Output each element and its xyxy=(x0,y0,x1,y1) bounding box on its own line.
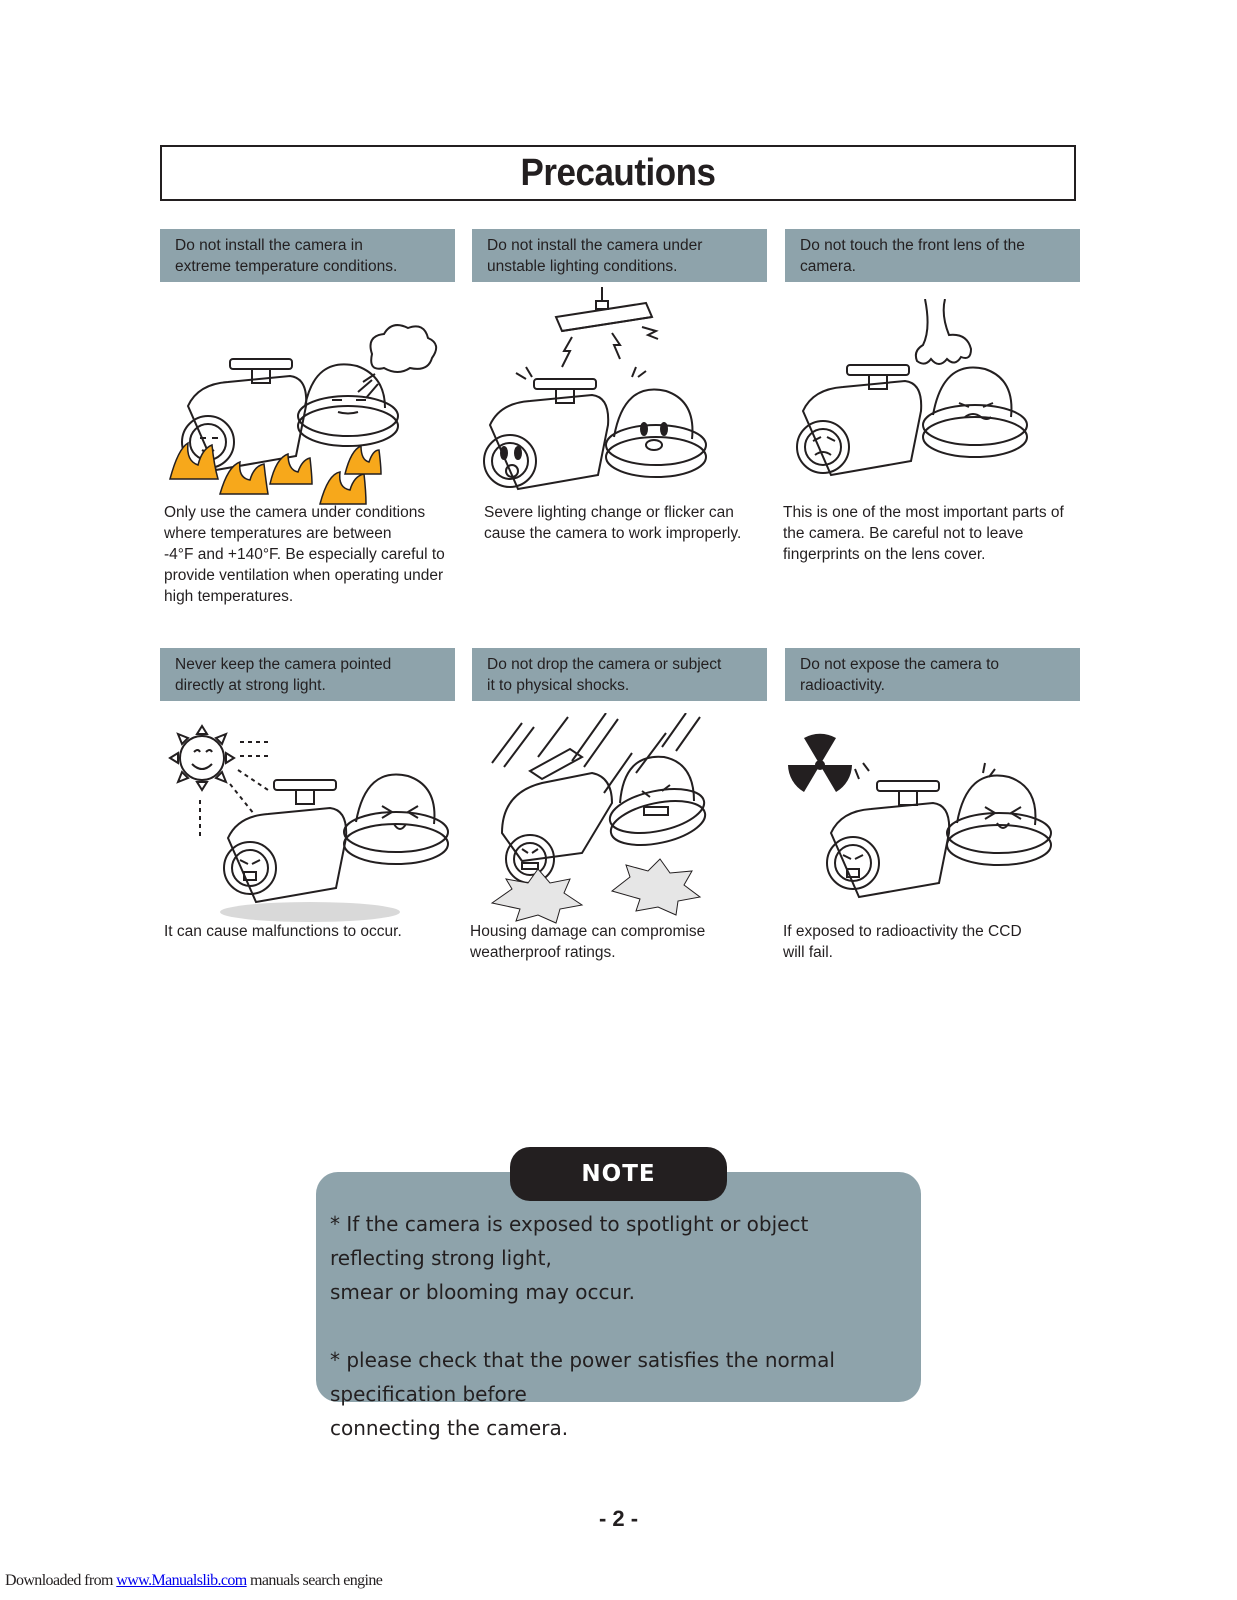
note-item: * please check that the power satisfies the normal specification before connecting the camera. xyxy=(330,1348,835,1440)
lamp-icon xyxy=(472,287,767,502)
camera-radiation-illustration xyxy=(785,723,1080,938)
precaution-description: Only use the camera under conditions where temperatures are between -4°F and +140°F. Be especially careful to provide ventilation when operating under high temperatures. xyxy=(164,504,445,605)
manualslib-link[interactable]: www.Manualslib.com xyxy=(116,1572,247,1589)
precaution-heading: Do not drop the camera or subject it to physical shocks. xyxy=(472,648,767,701)
precaution-shock xyxy=(470,648,767,961)
precaution-lighting xyxy=(472,229,767,542)
precaution-description: If exposed to radioactivity the CCD will fail. xyxy=(783,923,1022,961)
note-body xyxy=(330,1207,905,1479)
precaution-description: Housing damage can compromise weatherproof ratings. xyxy=(470,923,706,961)
camera-sun-illustration xyxy=(160,720,455,935)
camera-drop-illustration xyxy=(472,713,767,928)
precaution-description: It can cause malfunctions to occur. xyxy=(164,923,402,940)
page-title: Precautions xyxy=(520,151,716,194)
hand-icon xyxy=(785,299,1080,514)
precaution-heading: Do not install the camera under unstable lighting conditions. xyxy=(472,229,767,282)
note-label: NOTE xyxy=(510,1147,727,1201)
precaution-heading: Never keep the camera pointed directly at strong light. xyxy=(160,648,455,701)
sun-icon xyxy=(160,720,455,935)
precaution-heading: Do not expose the camera to radioactivity. xyxy=(785,648,1080,701)
precaution-description: Severe lighting change or flicker can cause the camera to work improperly. xyxy=(484,504,742,542)
precaution-radioactivity xyxy=(783,648,1080,961)
precaution-heading: Do not install the camera in extreme temperature conditions. xyxy=(160,229,455,282)
radiation-icon xyxy=(785,723,1080,938)
note-item: * If the camera is exposed to spotlight or object reflecting strong light, smear or blooming may occur. xyxy=(330,1212,809,1304)
precaution-lens xyxy=(783,229,1080,563)
precaution-temperature xyxy=(160,229,455,605)
footer: Downloaded from www.Manualslib.com manuals search engine xyxy=(5,1572,383,1589)
precaution-heading: Do not touch the front lens of the camera. xyxy=(785,229,1080,282)
fire-cloud-icon xyxy=(160,314,455,529)
impact-icon xyxy=(472,713,767,928)
precaution-strong-light xyxy=(160,648,455,940)
camera-finger-illustration xyxy=(785,299,1080,514)
title-box xyxy=(160,145,1076,201)
camera-flicker-illustration xyxy=(472,287,767,502)
precaution-description: This is one of the most important parts of the camera. Be careful not to leave fingerprints on the lens cover. xyxy=(783,504,1064,563)
camera-fire-illustration xyxy=(160,314,455,529)
page-number: - 2 - xyxy=(598,1506,639,1531)
